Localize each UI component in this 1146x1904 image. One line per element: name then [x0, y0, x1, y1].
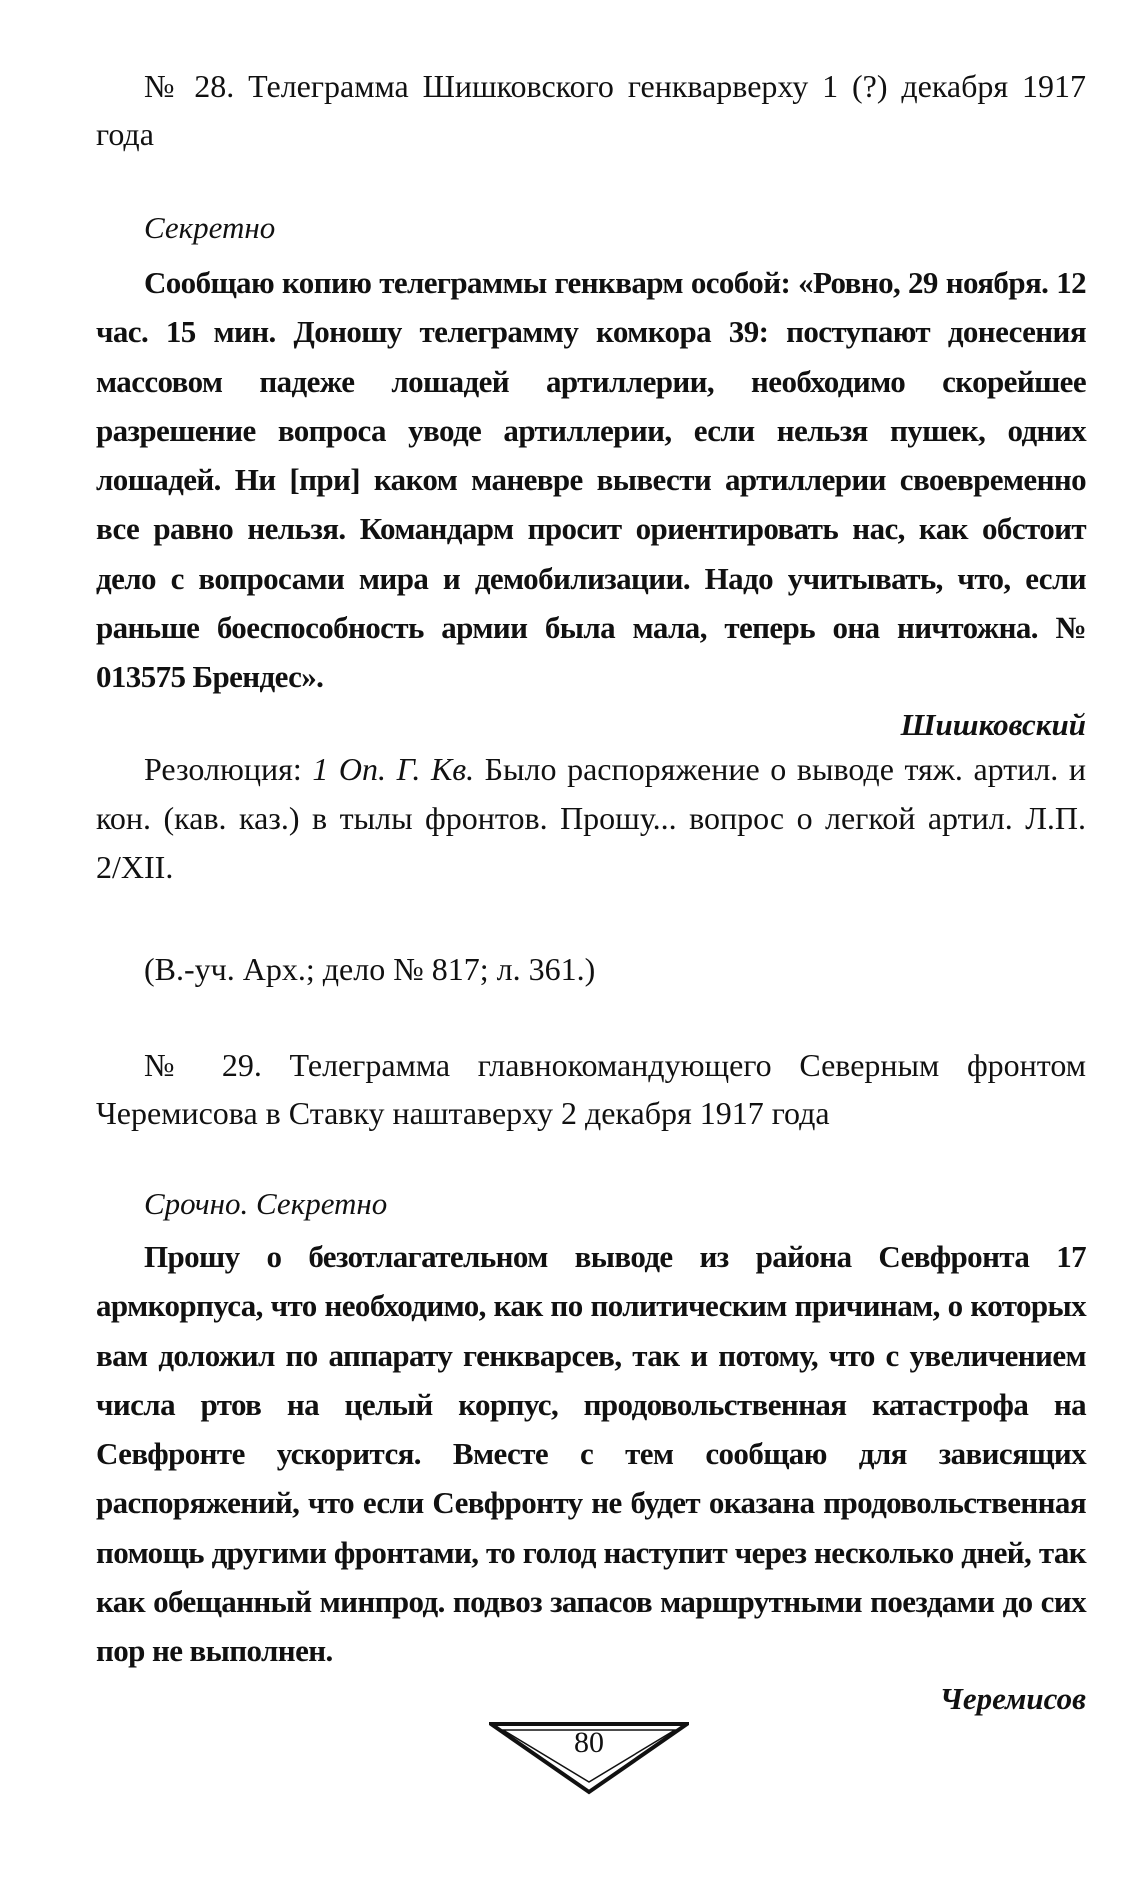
doc28-source-block: [96, 945, 1086, 993]
doc28-resolution: [96, 745, 1086, 892]
doc28-signature: Шишковский: [900, 706, 1086, 742]
doc28-content: [96, 206, 1086, 748]
doc29-content: [96, 1182, 1086, 1722]
doc28-body: Сообщаю копию телеграммы генкварм особой: «Ровно, 29 ноября. 12 час. 15 мин. Доношу телеграмму комкора 39: поступают донесения массовом падеже лошадей артиллерии, необходимо скорейшее разрешение вопроса уводе артиллерии, если нельзя пушек, одних лошадей. Ни [при] каком маневре вывести артиллерии своевременно все равно нельзя. Командарм просит ориентировать нас, как обстоит дело с вопросами мира и демобилизации. Надо учитывать, что, если раньше боеспособность армии была мала, теперь она ничтожна. № 013575 Брендес».: [96, 265, 1086, 695]
page-number: 80: [574, 1726, 604, 1759]
doc29-signature: Черемисов: [939, 1680, 1086, 1716]
doc28-heading: № 28. Телеграмма Шишковского генкварверху 1 (?) декабря 1917 года: [96, 68, 1086, 152]
doc28-heading-block: [96, 62, 1086, 158]
page-number-ornament: [489, 1718, 689, 1796]
doc28-secrecy-mark: Секретно: [144, 210, 276, 245]
resolution-paragraph: [96, 745, 1086, 892]
doc29-heading-block: [96, 1041, 1086, 1137]
doc29-heading: № 29. Телеграмма главнокомандующего Северным фронтом Черемисова в Ставку наштаверху 2 декабря 1917 года: [96, 1047, 1086, 1131]
doc29-body: Прошу о безотлагательном выводе из района Севфронта 17 армкорпуса, что необходимо, как по политическим причинам, о которых вам доложил по аппарату генкварсев, так и потому, что с увеличением числа ртов на целый корпус, продовольственная катастрофа на Севфронте ускорится. Вместе с тем сообщаю для зависящих распоряжений, что если Севфронту не будет оказана продовольственная помощь другими фронтами, то голод наступит через несколько дней, так как обещанный минпрод. подвоз запасов маршрутными поездами до сих пор не выполнен.: [96, 1239, 1086, 1669]
doc28-archive-source: (В.-уч. Арх.; дело № 817; л. 361.): [144, 951, 596, 987]
resolution-text: Было распоряжение о выводе тяж. артил. и кон. (кав. каз.) в тылы фронтов. Прошу... вопрос о легкой артил. Л.П. 2/XII.: [96, 751, 1087, 885]
doc29-secrecy-mark: Срочно. Секретно: [144, 1186, 388, 1221]
resolution-addressee: 1 Оп. Г. Кв.: [312, 751, 475, 787]
resolution-label: Резолюция:: [144, 751, 302, 787]
